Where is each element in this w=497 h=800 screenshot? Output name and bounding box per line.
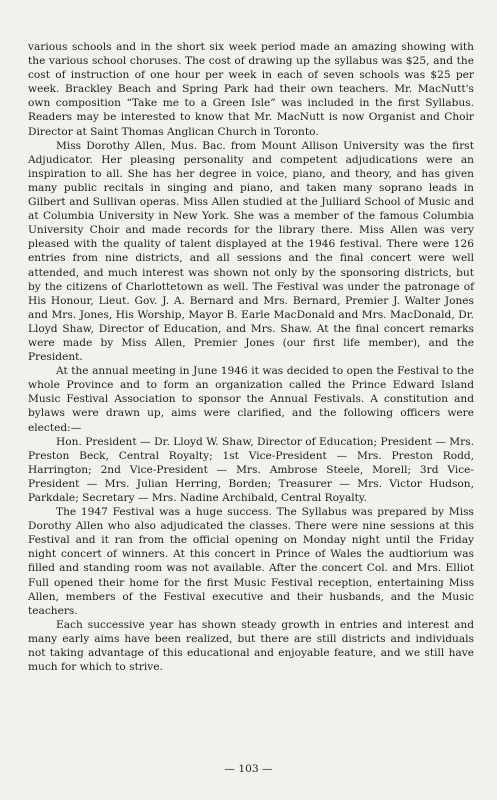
paragraph-successive-years: Each successive year has shown steady growth in entries and interest and many early aims have been realized, but there are still districts and individuals not taking advantage of this educational and enjoyable feature, and we still have much for which to strive. xyxy=(28,618,474,674)
paragraph-officers-list: Hon. President — Dr. Lloyd W. Shaw, Director of Education; President — Mrs. Preston Beck, Central Royalty; 1st Vice-President — Mrs. Preston Rodd, Harrington; 2nd Vice-President — Mrs. Ambrose Steele, Morell; 3rd Vice-President — Mrs. Julian Herring, Borden; Treasurer — Mrs. Victor Hudson, Parkdale; Secretary — Mrs. Nadine Archibald, Central Royalty. xyxy=(28,435,474,504)
paragraph-annual-meeting: At the annual meeting in June 1946 it was decided to open the Festival to the whole Province and to form an organization called the Prince Edward Island Music Festival Association to sponsor the Annual Festivals. A constitution and bylaws were drawn up, aims were clarified, and the following officers were elected:— xyxy=(28,365,474,434)
paragraph-school-choruses: various schools and in the short six week period made an amazing showing with the various school choruses. The cost of drawing up the syllabus was $25, and the cost of instruction of one hour per week in each of seven schools was $25 per week. Brackley Beach and Spring Park had their own teachers. Mr. MacNutt's own composition “Take me to a Green Isle” was included in the first Syllabus. Readers may be interested to know that Mr. MacNutt is now Organist and Choir Director at Saint Thomas Anglican Church in Toronto. xyxy=(28,41,474,138)
page-number: — 103 — xyxy=(224,763,273,775)
paragraph-1947-festival: The 1947 Festival was a huge success. The Syllabus was prepared by Miss Dorothy Allen who also adjudicated the classes. There were nine sessions at this Festival and it ran from the official opening on Monday night until the Friday night concert of winners. At this concert in Prince of Wales the audtiorium was filled and standing room was not available. After the concert Col. and Mrs. Elliot Full opened their home for the first Music Festival reception, entertaining Miss Allen, members of the Festival executive and their husbands, and the Music teachers. xyxy=(28,506,474,617)
paragraph-first-adjudicator: Miss Dorothy Allen, Mus. Bac. from Mount Allison University was the first Adjudicator. Her pleasing personality and competent adjudications were an inspiration to all. She has her degree in voice, piano, and theory, and has given many public recitals in singing and piano, and taken many soprano leads in Gilbert and Sullivan operas. Miss Allen studied at the Julliard School of Music and at Columbia University in New York. She was a member of the famous Columbia University Choir and made records for the library there. Miss Allen was very pleased with the quality of talent displayed at the 1946 festival. There were 126 entries from nine districts, and all sessions and the final concert were well attended, and much interest was shown not only by the sponsoring districts, but by the citizens of Charlottetown as well. The Festival was under the patronage of His Honour, Lieut. Gov. J. A. Bernard and Mrs. Bernard, Premier J. Walter Jones and Mrs. Jones, His Worship, Mayor B. Earle MacDonald and Mrs. MacDonald, Dr. Lloyd Shaw, Director of Education, and Mrs. Shaw. At the final concert remarks were made by Miss Allen, Premier Jones (our first life member), and the President. xyxy=(28,139,474,364)
page-body xyxy=(28,40,474,674)
